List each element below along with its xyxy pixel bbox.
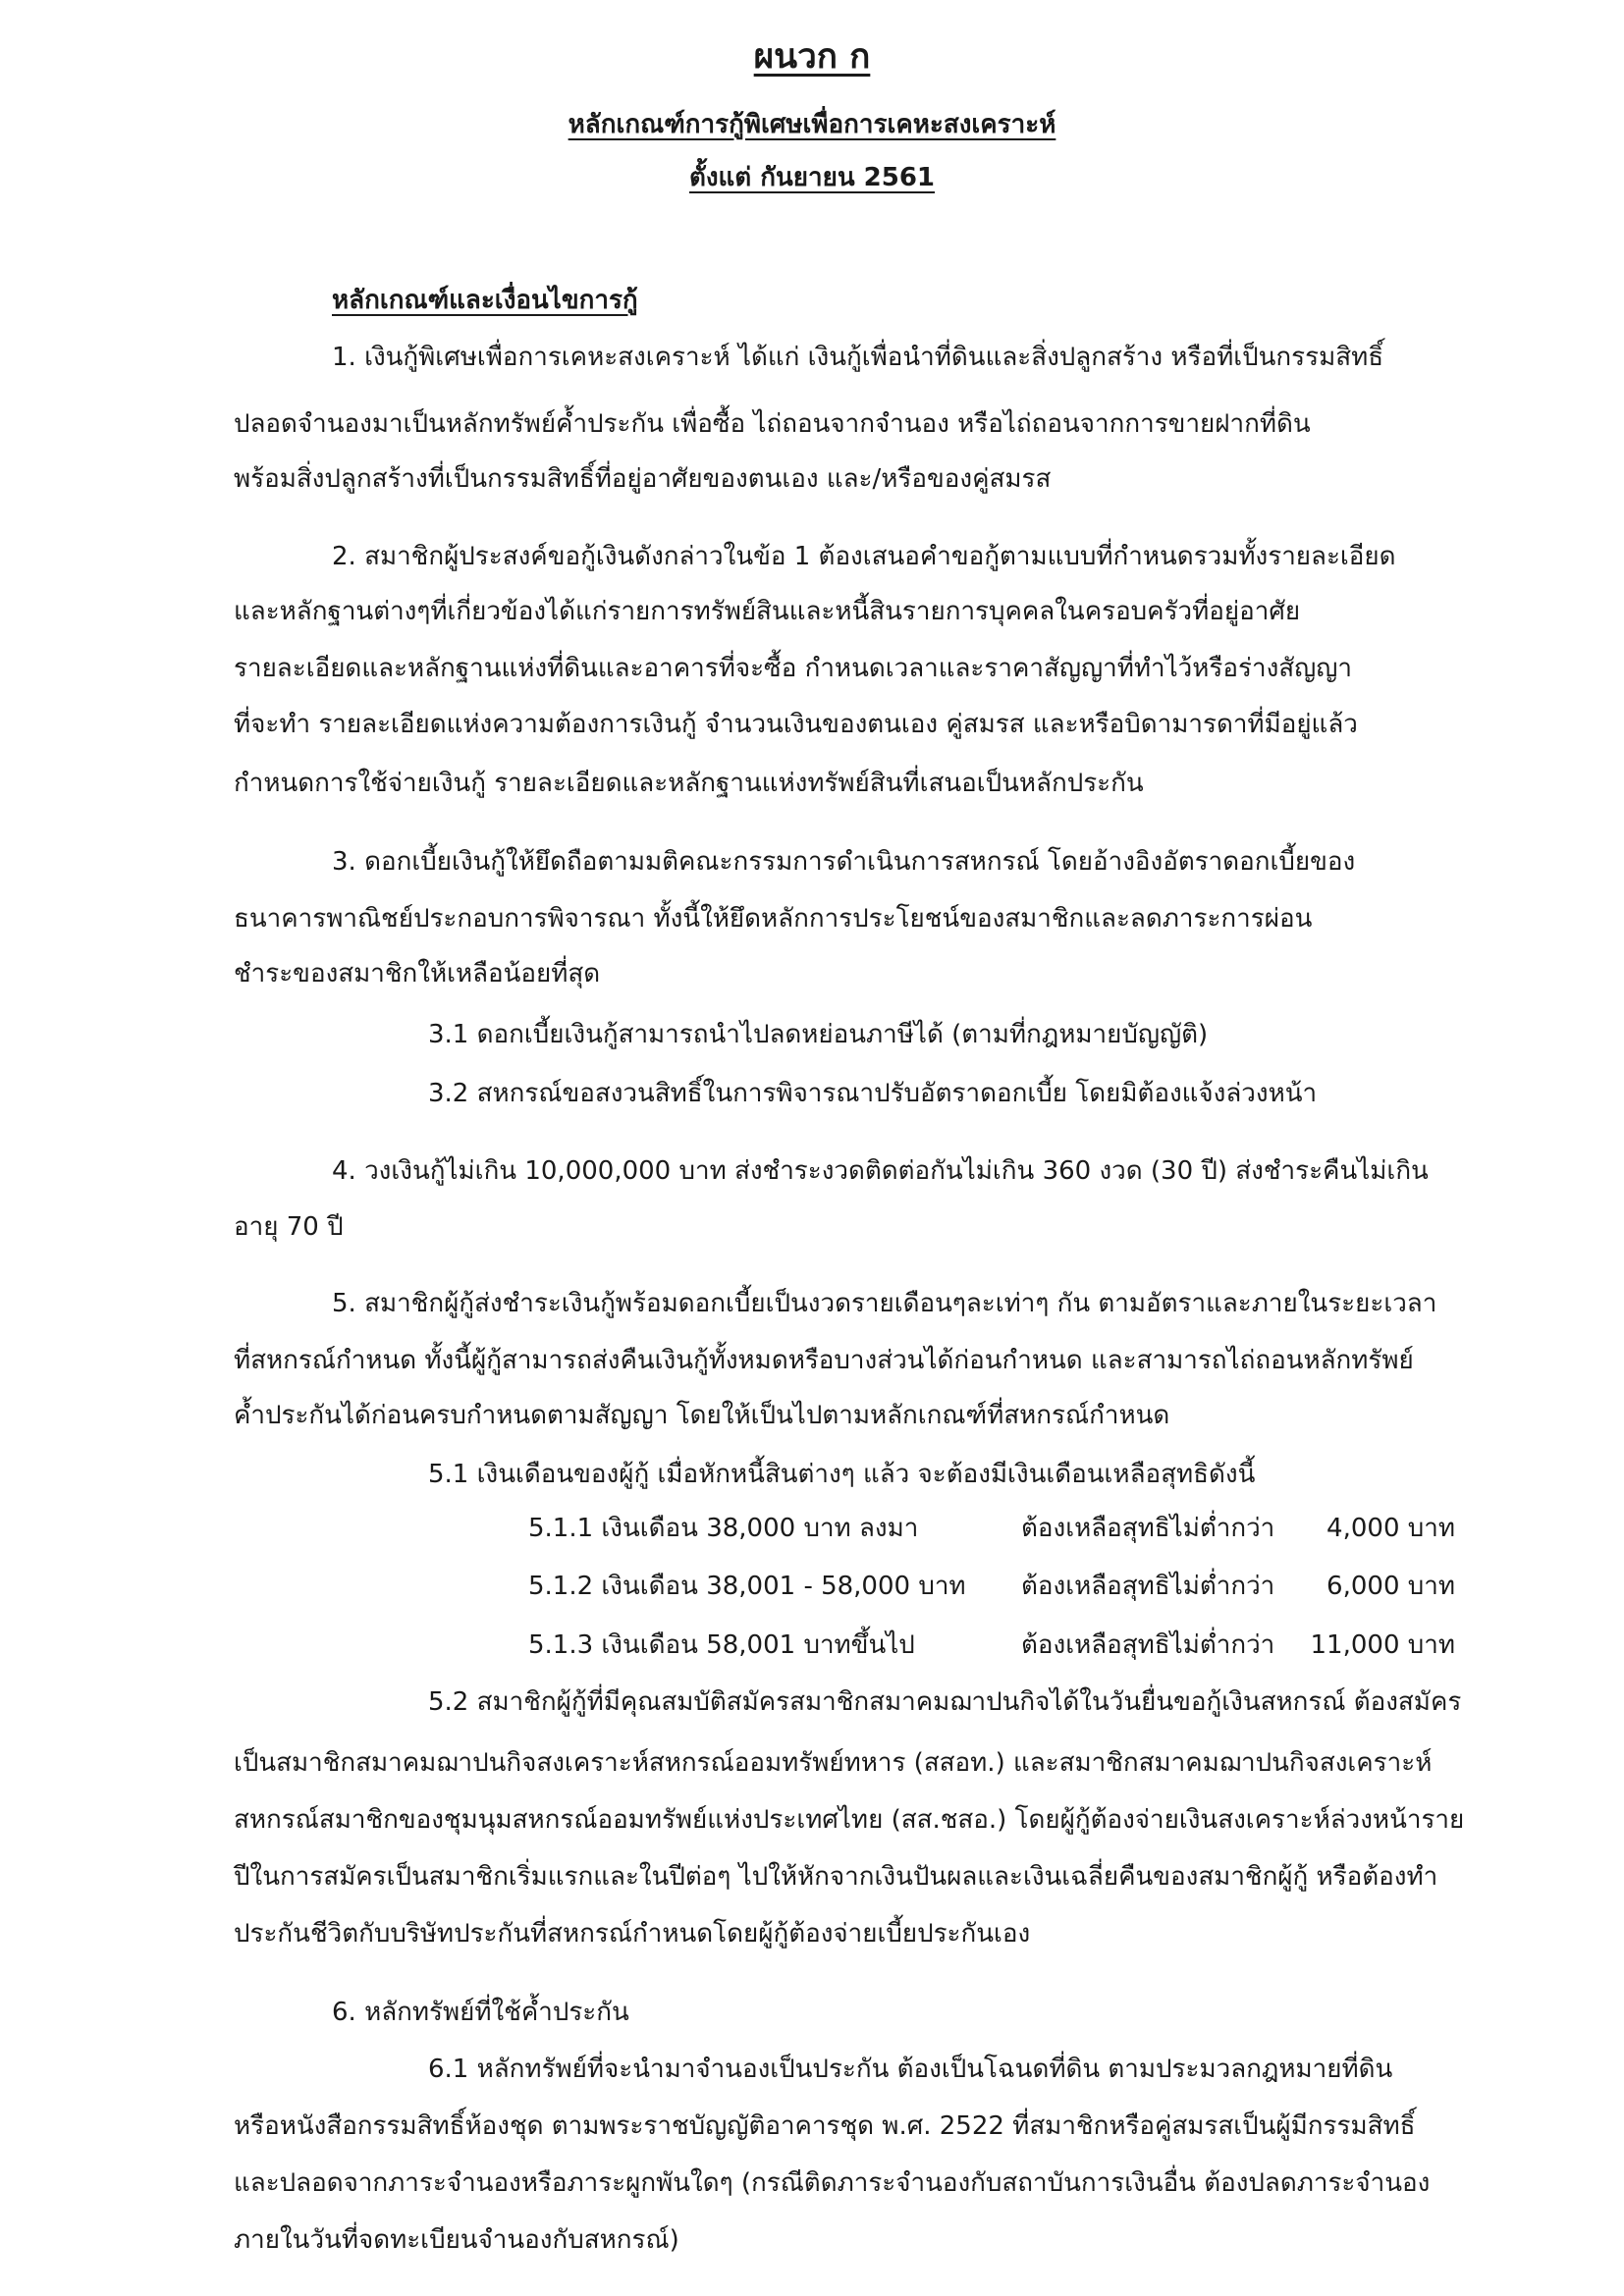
clause5-line: ค้ำประกันได้ก่อนครบกำหนดตามสัญญา โดยให้เป็นไปตามหลักเกณฑ์ที่สหกรณ์กำหนด <box>234 1401 1170 1430</box>
section-heading: หลักเกณฑ์และเงื่อนไขการกู้ <box>332 286 638 315</box>
clause5-2-line: เป็นสมาชิกสมาคมฌาปนกิจสงเคราะห์สหกรณ์ออมทรัพย์ทหาร (สสอท.) และสมาชิกสมาคมฌาปนกิจสงเคราะห์ <box>234 1748 1433 1778</box>
salary-row-requirement: ต้องเหลือสุทธิไม่ต่ำกว่า <box>1021 1514 1275 1543</box>
salary-row-item: 5.1.3 เงินเดือน 58,001 บาทขึ้นไป <box>528 1630 915 1660</box>
clause2-line: และหลักฐานต่างๆที่เกี่ยวข้องได้แก่รายการทรัพย์สินและหนี้สินรายการบุคคลในครอบครัวที่อยู่อาศัย <box>234 597 1301 626</box>
clause2-line: รายละเอียดและหลักฐานแห่งที่ดินและอาคารที่จะซื้อ กำหนดเวลาและราคาสัญญาที่ทำไว้หรือร่างสัญญา <box>234 654 1353 683</box>
clause4-line: อายุ 70 ปี <box>234 1212 344 1242</box>
clause5-2-line: 5.2 สมาชิกผู้กู้ที่มีคุณสมบัติสมัครสมาชิกสมาคมฌาปนกิจได้ในวันยื่นขอกู้เงินสหกรณ์ ต้องสมัคร <box>428 1687 1462 1717</box>
clause3-line: 3. ดอกเบี้ยเงินกู้ให้ยึดถือตามมติคณะกรรมการดำเนินการสหกรณ์ โดยอ้างอิงอัตราดอกเบี้ยของ <box>332 847 1356 877</box>
clause6-1-line: ภายในวันที่จดทะเบียนจำนองกับสหกรณ์) <box>234 2225 679 2255</box>
clause2-line: กำหนดการใช้จ่ายเงินกู้ รายละเอียดและหลักฐานแห่งทรัพย์สินที่เสนอเป็นหลักประกัน <box>234 769 1144 798</box>
clause1-line: พร้อมสิ่งปลูกสร้างที่เป็นกรรมสิทธิ์ที่อยู่อาศัยของตนเอง และ/หรือของคู่สมรส <box>234 464 1052 494</box>
clause6-1-line: 6.1 หลักทรัพย์ที่จะนำมาจำนองเป็นประกัน ต้องเป็นโฉนดที่ดิน ตามประมวลกฎหมายที่ดิน <box>428 2055 1393 2084</box>
salary-row-requirement: ต้องเหลือสุทธิไม่ต่ำกว่า <box>1021 1630 1275 1660</box>
clause5-2-line: ปีในการสมัครเป็นสมาชิกเริ่มแรกและในปีต่อๆ ไปให้หักจากเงินปันผลและเงินเฉลี่ยคืนของสมาชิกผู้กู้ หรือต้องทำ <box>234 1862 1438 1892</box>
clause2-line: 2. สมาชิกผู้ประสงค์ขอกู้เงินดังกล่าวในข้อ 1 ต้องเสนอคำขอกู้ตามแบบที่กำหนดรวมทั้งรายละเอียด <box>332 542 1396 571</box>
salary-row-amount: 6,000 บาท <box>1326 1572 1455 1601</box>
clause3-line: ธนาคารพาณิชย์ประกอบการพิจารณา ทั้งนี้ให้ยึดหลักการประโยชน์ของสมาชิกและลดภาระการผ่อน <box>234 904 1313 934</box>
clause5-line: ที่สหกรณ์กำหนด ทั้งนี้ผู้กู้สามารถส่งคืนเงินกู้ทั้งหมดหรือบางส่วนได้ก่อนกำหนด และสามารถไถ่ถอนหลักทรัพย์ <box>234 1346 1414 1375</box>
clause3-line: ชำระของสมาชิกให้เหลือน้อยที่สุด <box>234 959 601 988</box>
clause4-line: 4. วงเงินกู้ไม่เกิน 10,000,000 บาท ส่งชำระงวดติดต่อกันไม่เกิน 360 งวด (30 ปี) ส่งชำระคืนไม่เกิน <box>332 1156 1429 1186</box>
clause5-2-line: ประกันชีวิตกับบริษัทประกันที่สหกรณ์กำหนดโดยผู้กู้ต้องจ่ายเบี้ยประกันเอง <box>234 1919 1031 1949</box>
salary-row-requirement: ต้องเหลือสุทธิไม่ต่ำกว่า <box>1021 1572 1275 1601</box>
clause3-2: 3.2 สหกรณ์ขอสงวนสิทธิ์ในการพิจารณาปรับอัตราดอกเบี้ย โดยมิต้องแจ้งล่วงหน้า <box>428 1079 1318 1108</box>
clause5-1: 5.1 เงินเดือนของผู้กู้ เมื่อหักหนี้สินต่างๆ แล้ว จะต้องมีเงินเดือนเหลือสุทธิดังนี้ <box>428 1460 1256 1489</box>
salary-row-amount: 11,000 บาท <box>1310 1630 1455 1660</box>
clause1-line: 1. เงินกู้พิเศษเพื่อการเคหะสงเคราะห์ ได้แก่ เงินกู้เพื่อนำที่ดินและสิ่งปลูกสร้าง หรือที่เป็นกรรมสิทธิ์ <box>332 343 1384 372</box>
clause3-1: 3.1 ดอกเบี้ยเงินกู้สามารถนำไปลดหย่อนภาษีได้ (ตามที่กฎหมายบัญญัติ) <box>428 1020 1209 1049</box>
clause6-1-line: หรือหนังสือกรรมสิทธิ์ห้องชุด ตามพระราชบัญญัติอาคารชุด พ.ศ. 2522 ที่สมาชิกหรือคู่สมรสเป็นผู้มีกรรมสิทธิ์ <box>234 2111 1416 2141</box>
clause1-line: ปลอดจำนองมาเป็นหลักทรัพย์ค้ำประกัน เพื่อซื้อ ไถ่ถอนจากจำนอง หรือไถ่ถอนจากการขายฝากที่ดิน <box>234 409 1311 439</box>
salary-row-amount: 4,000 บาท <box>1326 1514 1455 1543</box>
document-subtitle: หลักเกณฑ์การกู้พิเศษเพื่อการเคหะสงเคราะห์ <box>568 110 1056 139</box>
salary-row-item: 5.1.1 เงินเดือน 38,000 บาท ลงมา <box>528 1514 919 1543</box>
clause6-1-line: และปลอดจากภาระจำนองหรือภาระผูกพันใดๆ (กรณีติดภาระจำนองกับสถาบันการเงินอื่น ต้องปลดภาระจำนอง <box>234 2168 1431 2198</box>
clause5-2-line: สหกรณ์สมาชิกของชุมนุมสหกรณ์ออมทรัพย์แห่งประเทศไทย (สส.ชสอ.) โดยผู้กู้ต้องจ่ายเงินสงเคราะห์ล่วงหน้าราย <box>234 1805 1465 1835</box>
annex-title: ผนวก ก <box>753 37 871 77</box>
salary-row-item: 5.1.2 เงินเดือน 38,001 - 58,000 บาท <box>528 1572 966 1601</box>
effective-date: ตั้งแต่ กันยายน 2561 <box>688 163 936 192</box>
clause2-line: ที่จะทำ รายละเอียดแห่งความต้องการเงินกู้ จำนวนเงินของตนเอง คู่สมรส และหรือบิดามารดาที่มีอยู่แล้ว <box>234 710 1358 739</box>
clause6-heading: 6. หลักทรัพย์ที่ใช้ค้ำประกัน <box>332 1998 629 2027</box>
clause5-line: 5. สมาชิกผู้กู้ส่งชำระเงินกู้พร้อมดอกเบี้ยเป็นงวดรายเดือนๆละเท่าๆ กัน ตามอัตราและภายในระยะเวลา <box>332 1289 1437 1318</box>
